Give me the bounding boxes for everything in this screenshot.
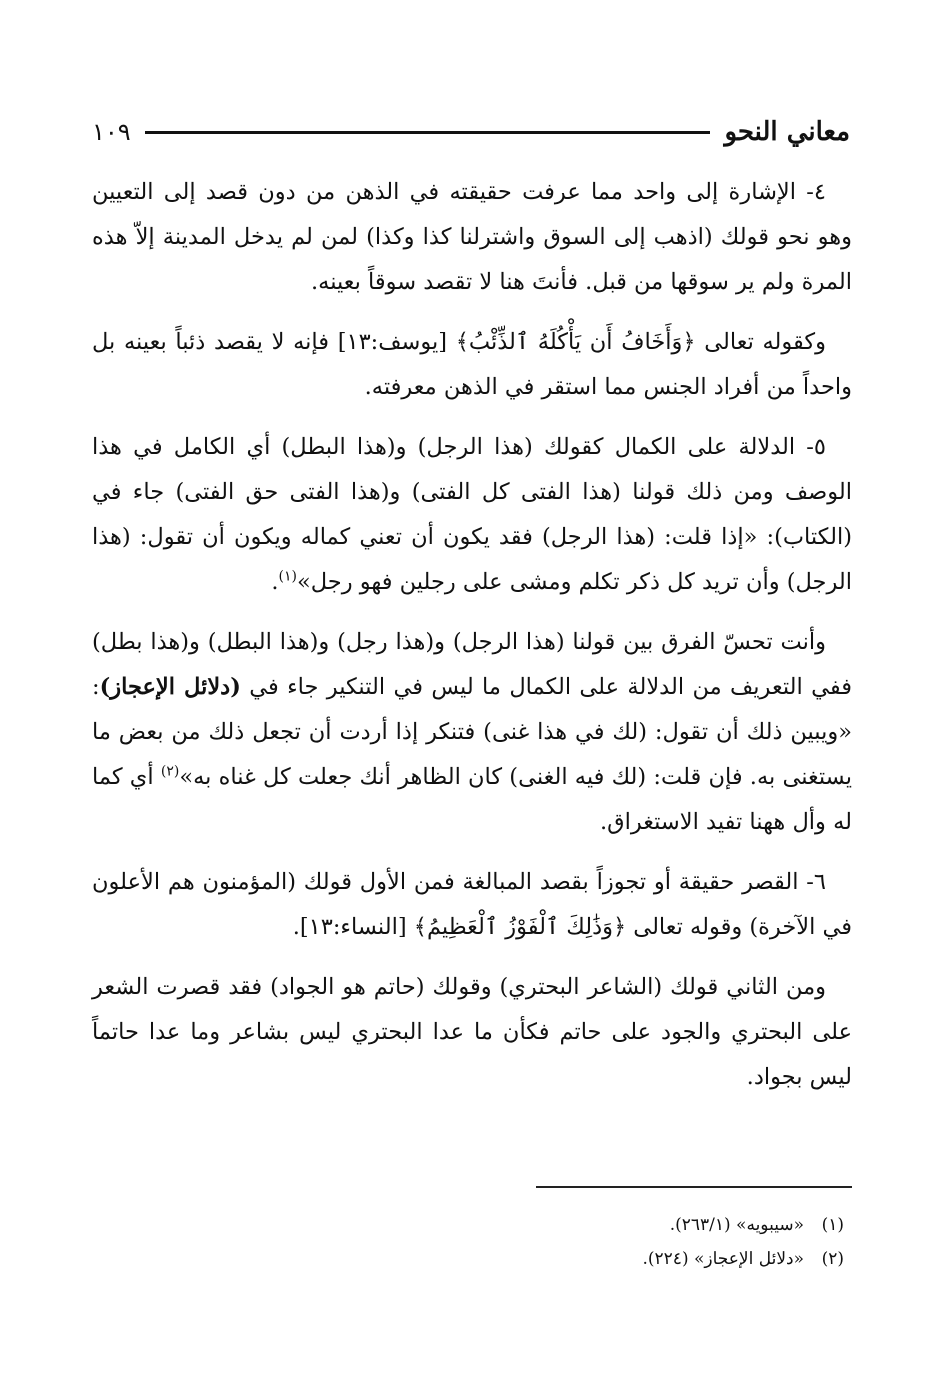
paragraph-second-example (92, 965, 852, 1100)
running-header (92, 112, 850, 152)
paragraph-item-6 (92, 860, 852, 950)
paragraph-text: : «ويبين ذلك أن تقول: (لك في هذا غنى) فتنكر إذا أردت أن تجعل ذلك من بعض ما يستغنى به. فإن قلت: (لك فيه الغنى) كان الظاهر أنك جعلت كل غناه به» (92, 674, 852, 790)
footnote-item (92, 1208, 852, 1242)
paragraph-tail: . (271, 569, 279, 595)
page-number: ١٠٩ (92, 118, 131, 146)
paragraph-item-5 (92, 425, 852, 605)
paragraph-tail: أي كما له وأل ههنا تفيد الاستغراق. (92, 764, 852, 835)
footnote-item (92, 1242, 852, 1276)
bold-book-title: (دلائل الإعجاز) (99, 674, 241, 700)
paragraph-text: ٥- الدلالة على الكمال كقولك (هذا الرجل) و(هذا البطل) أي الكامل في هذا الوصف ومن ذلك قولنا (هذا الفتى كل الفتى) و(هذا الفتى حق الفتى) جاء في (الكتاب): «إذا قلت: (هذا الرجل) فقد يكون أن تعني كماله ويكون أن تقول: (هذا الرجل) وأن تريد كل ذكر تكلم ومشى على رجلين فهو رجل» (92, 434, 852, 595)
footnote-number: (٢) (821, 1249, 844, 1269)
paragraph-text: ٦- القصر حقيقة أو تجوزاً بقصد المبالغة فمن الأول قولك (المؤمنون هم الأعلون في الآخرة) وقوله تعالى ﴿وَذَٰلِكَ ٱلْفَوْزُ ٱلْعَظِيمُ﴾ [النساء:١٣]. (92, 869, 852, 940)
footnote-text: «دلائل الإعجاز» (٢٢٤). (642, 1249, 804, 1269)
paragraph-quran-yusuf (92, 320, 852, 410)
footnote-number: (١) (821, 1215, 844, 1235)
footnote-ref-1[interactable]: (١) (278, 568, 297, 585)
footnote-separator (536, 1186, 852, 1188)
footnote-ref-2[interactable]: (٢) (160, 763, 180, 780)
header-rule (145, 131, 711, 134)
paragraph-dalail (92, 620, 852, 845)
paragraph-text: ومن الثاني قولك (الشاعر البحتري) وقولك (حاتم هو الجواد) فقد قصرت الشعر على البحتري والجود على حاتم فكأن ما عدا البحتري ليس بشاعر وما عدا حاتماً ليس بجواد. (92, 974, 852, 1090)
running-title: معاني النحو (724, 117, 850, 147)
paragraph-text: ٤- الإشارة إلى واحد مما عرفت حقيقته في الذهن من دون قصد إلى التعيين وهو نحو قولك (اذهب إلى السوق واشترلنا كذا وكذا) لمن لم يدخل المدينة إلاّ هذه المرة ولم ير سوقها من قبل. فأنتَ هنا لا تقصد سوقاً بعينه. (92, 179, 852, 295)
paragraph-text-pre: وأنت تحسّ الفرق بين قولنا (هذا الرجل) و(هذا رجل) و(هذا البطل) و(هذا بطل) ففي التعريف من الدلالة على الكمال ما ليس في التنكير جاء في (92, 629, 852, 700)
footnotes (92, 1208, 852, 1276)
paragraph-item-4 (92, 170, 852, 305)
footnote-text: «سيبويه» (٢٦٣/١). (669, 1215, 804, 1235)
paragraph-text: وكقوله تعالى ﴿وَأَخَافُ أَن يَأْكُلَهُ ٱلذِّئْبُ﴾ [يوسف:١٣] فإنه لا يقصد ذئباً بعينه بل واحداً من أفراد الجنس مما استقر في الذهن معرفته. (92, 329, 852, 400)
main-text (92, 170, 852, 1115)
